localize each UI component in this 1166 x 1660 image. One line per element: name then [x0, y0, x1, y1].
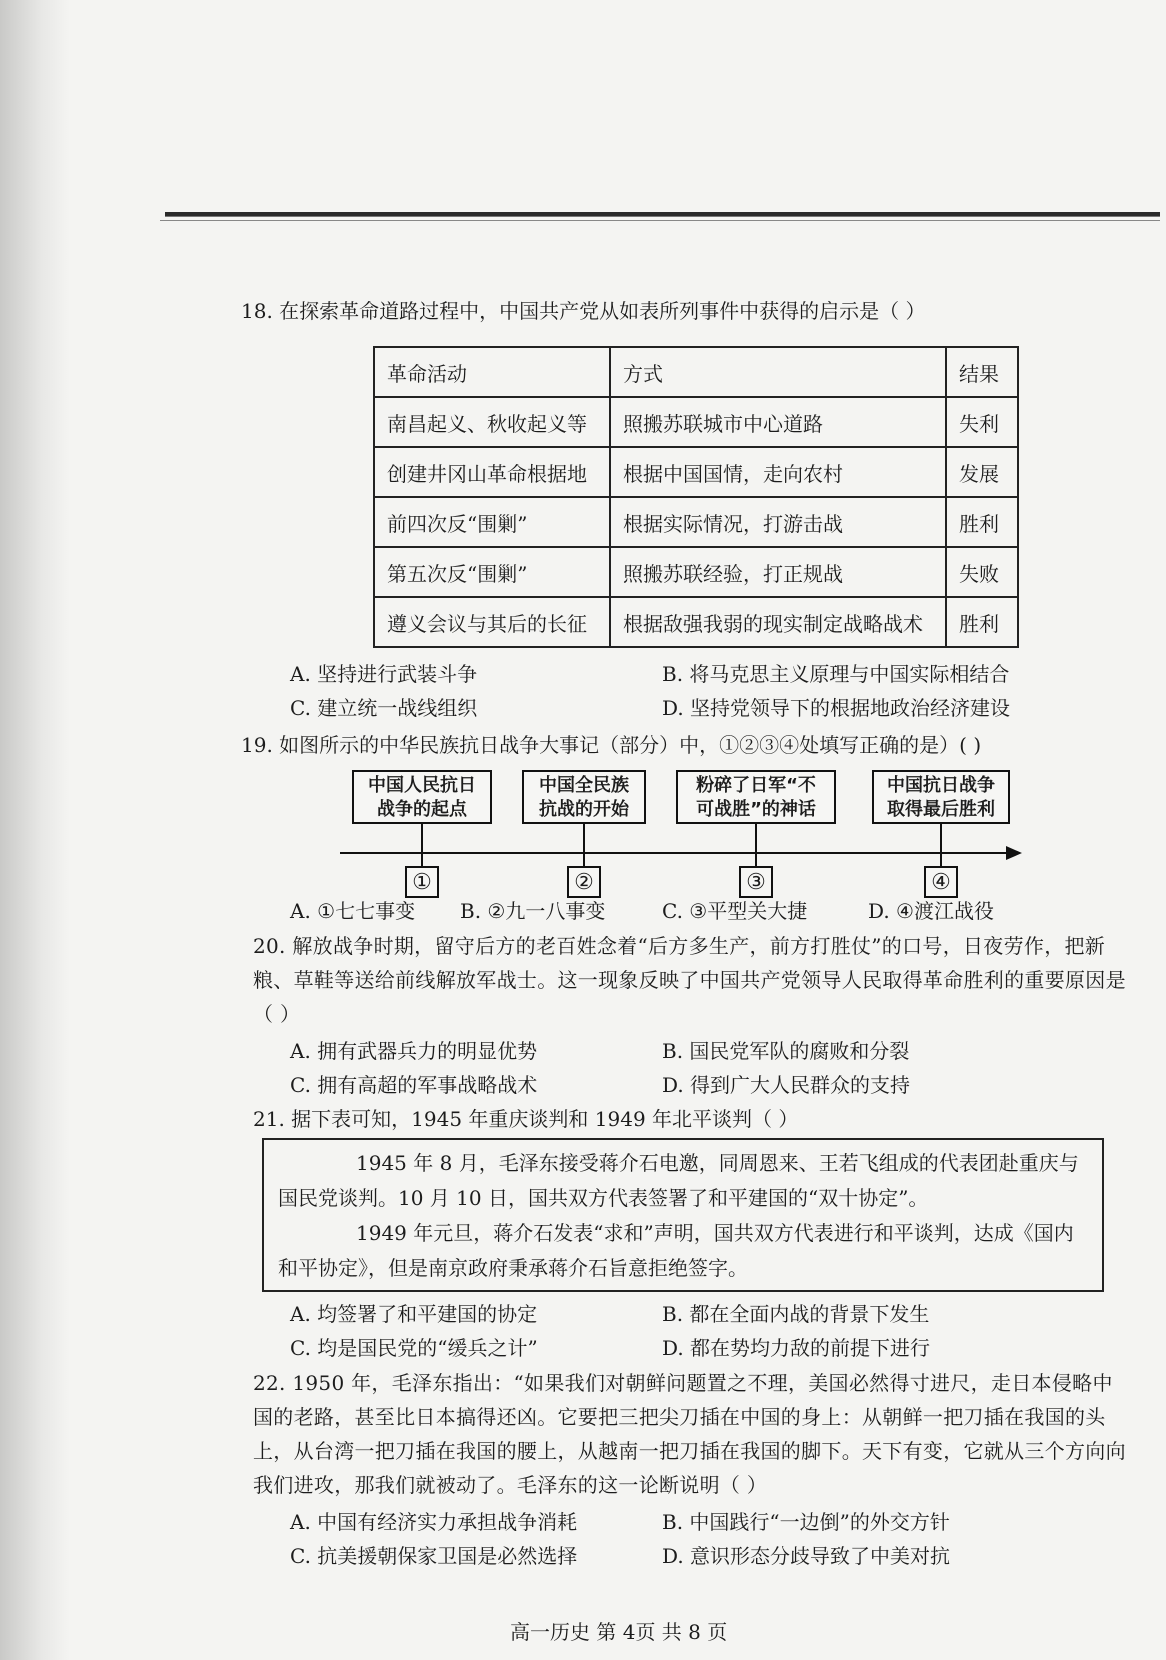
- timeline-box: [676, 770, 836, 824]
- q20-option-a: A. 拥有武器兵力的明显优势: [290, 1039, 538, 1063]
- timeline-box-line2: 抗战的开始: [539, 799, 629, 820]
- q18-option-a: A. 坚持进行武装斗争: [290, 662, 478, 686]
- q21-option-d: D. 都在势均力敌的前提下进行: [662, 1336, 931, 1360]
- table-header-cell: 革命活动: [374, 347, 610, 397]
- q20-stem: 20. 解放战争时期，留守后方的老百姓念着“后方多生产，前方打胜仗”的口号，日夜劳作，把新粮、草鞋等送给前线解放军战士。这一现象反映了中国共产党领导人民取得革命胜利的重要原因是（ ）: [253, 934, 1126, 1026]
- q18-table: [373, 346, 1019, 648]
- timeline-box-line1: 粉碎了日军“不: [696, 775, 816, 796]
- timeline-box-line2: 可战胜”的神话: [696, 799, 816, 820]
- q21-stem: 21. 据下表可知，1945 年重庆谈判和 1949 年北平谈判（ ）: [253, 1107, 799, 1131]
- timeline-box-line1: 中国全民族: [539, 775, 629, 796]
- q19-option-a: A. ①七七事变: [290, 899, 416, 923]
- timeline-connector: [583, 824, 585, 870]
- q21-option-a: A. 均签署了和平建国的协定: [290, 1302, 538, 1326]
- table-header-row: [374, 347, 1018, 397]
- q19-stem: 19. 如图所示的中华民族抗日战争大事记（部分）中，①②③④处填写正确的是）( ): [241, 733, 982, 757]
- table-cell: 前四次反“围剿”: [374, 497, 610, 547]
- table-cell: 根据中国国情，走向农村: [610, 447, 946, 497]
- table-cell: 胜利: [946, 597, 1018, 647]
- q19-timeline: [340, 770, 1030, 895]
- q21-option-b: B. 都在全面内战的背景下发生: [662, 1302, 930, 1326]
- table-cell: 创建井冈山革命根据地: [374, 447, 610, 497]
- timeline-box-line1: 中国抗日战争: [887, 775, 995, 796]
- q19-option-c: C. ③平型关大捷: [662, 899, 808, 923]
- q22-stem: 22. 1950 年，毛泽东指出：“如果我们对朝鲜问题置之不理，美国必然得寸进尺，走日本侵略中国的老路，甚至比日本搞得还凶。它要把三把尖刀插在中国的身上：从朝鲜一把刀插在我国的头上，从台湾一把刀插在我国的腰上，从越南一把刀插在我国的脚下。天下有变，它就从三个方向向我们进攻，那我们就被动了。毛泽东的这一论断说明（ ）: [253, 1371, 1126, 1497]
- header-rule: [165, 212, 1160, 217]
- q20-option-d: D. 得到广大人民群众的支持: [662, 1073, 911, 1097]
- timeline-mark: ④: [924, 866, 958, 898]
- header-rule-thin: [160, 220, 1160, 221]
- table-cell: 第五次反“围剿”: [374, 547, 610, 597]
- table-cell: 根据实际情况，打游击战: [610, 497, 946, 547]
- table-cell: 南昌起义、秋收起义等: [374, 397, 610, 447]
- q22-option-d: D. 意识形态分歧导致了中美对抗: [662, 1544, 951, 1568]
- table-cell: 照搬苏联城市中心道路: [610, 397, 946, 447]
- table-row: [374, 447, 1018, 497]
- table-cell: 根据敌强我弱的现实制定战略战术: [610, 597, 946, 647]
- q22-option-a: A. 中国有经济实力承担战争消耗: [290, 1510, 578, 1534]
- q21-source-box: [262, 1138, 1104, 1292]
- arrow-right-icon: [1006, 846, 1022, 860]
- q19-option-b: B. ②九一八事变: [460, 899, 606, 923]
- table-cell: 照搬苏联经验，打正规战: [610, 547, 946, 597]
- q21-option-c: C. 均是国民党的“缓兵之计”: [290, 1336, 538, 1360]
- q20-option-b: B. 国民党军队的腐败和分裂: [662, 1039, 910, 1063]
- table-cell: 胜利: [946, 497, 1018, 547]
- table-header-cell: 结果: [946, 347, 1018, 397]
- q18-option-b: B. 将马克思主义原理与中国实际相结合: [662, 662, 1010, 686]
- timeline-mark: ②: [567, 866, 601, 898]
- table-row: [374, 497, 1018, 547]
- q18-option-d: D. 坚持党领导下的根据地政治经济建设: [662, 696, 1011, 720]
- timeline-axis: [340, 852, 1010, 854]
- timeline-mark: ③: [739, 866, 773, 898]
- q22-option-b: B. 中国践行“一边倒”的外交方针: [662, 1510, 950, 1534]
- table-cell: 遵义会议与其后的长征: [374, 597, 610, 647]
- table-row: [374, 547, 1018, 597]
- timeline-box-line2: 战争的起点: [377, 799, 467, 820]
- table-header-cell: 方式: [610, 347, 946, 397]
- timeline-box-line1: 中国人民抗日: [368, 775, 476, 796]
- timeline-box: [872, 770, 1010, 824]
- table-cell: 发展: [946, 447, 1018, 497]
- q20-option-c: C. 拥有高超的军事战略战术: [290, 1073, 538, 1097]
- q18-option-c: C. 建立统一战线组织: [290, 696, 478, 720]
- table-row: [374, 397, 1018, 447]
- table-cell: 失利: [946, 397, 1018, 447]
- q19-option-d: D. ④渡江战役: [868, 899, 994, 923]
- q18-stem: 18. 在探索革命道路过程中，中国共产党从如表所列事件中获得的启示是（ ）: [241, 299, 926, 323]
- q22-option-c: C. 抗美援朝保家卫国是必然选择: [290, 1544, 578, 1568]
- page-footer: 高一历史 第 4页 共 8 页: [510, 1620, 728, 1644]
- timeline-connector: [755, 824, 757, 870]
- timeline-box: [522, 770, 646, 824]
- q21-source-paragraph: 1949 年元旦，蒋介石发表“求和”声明，国共双方代表进行和平谈判，达成《国内和平协定》，但是南京政府秉承蒋介石旨意拒绝签字。: [278, 1221, 1074, 1280]
- timeline-connector: [940, 824, 942, 870]
- table-cell: 失败: [946, 547, 1018, 597]
- timeline-connector: [421, 824, 423, 870]
- scan-shadow: [0, 0, 70, 1660]
- timeline-box-line2: 取得最后胜利: [887, 799, 995, 820]
- timeline-box: [352, 770, 492, 824]
- timeline-mark: ①: [405, 866, 439, 898]
- q21-source-paragraph: 1945 年 8 月，毛泽东接受蒋介石电邀，同周恩来、王若飞组成的代表团赴重庆与国民党谈判。10 月 10 日，国共双方代表签署了和平建国的“双十协定”。: [278, 1151, 1079, 1210]
- table-row: [374, 597, 1018, 647]
